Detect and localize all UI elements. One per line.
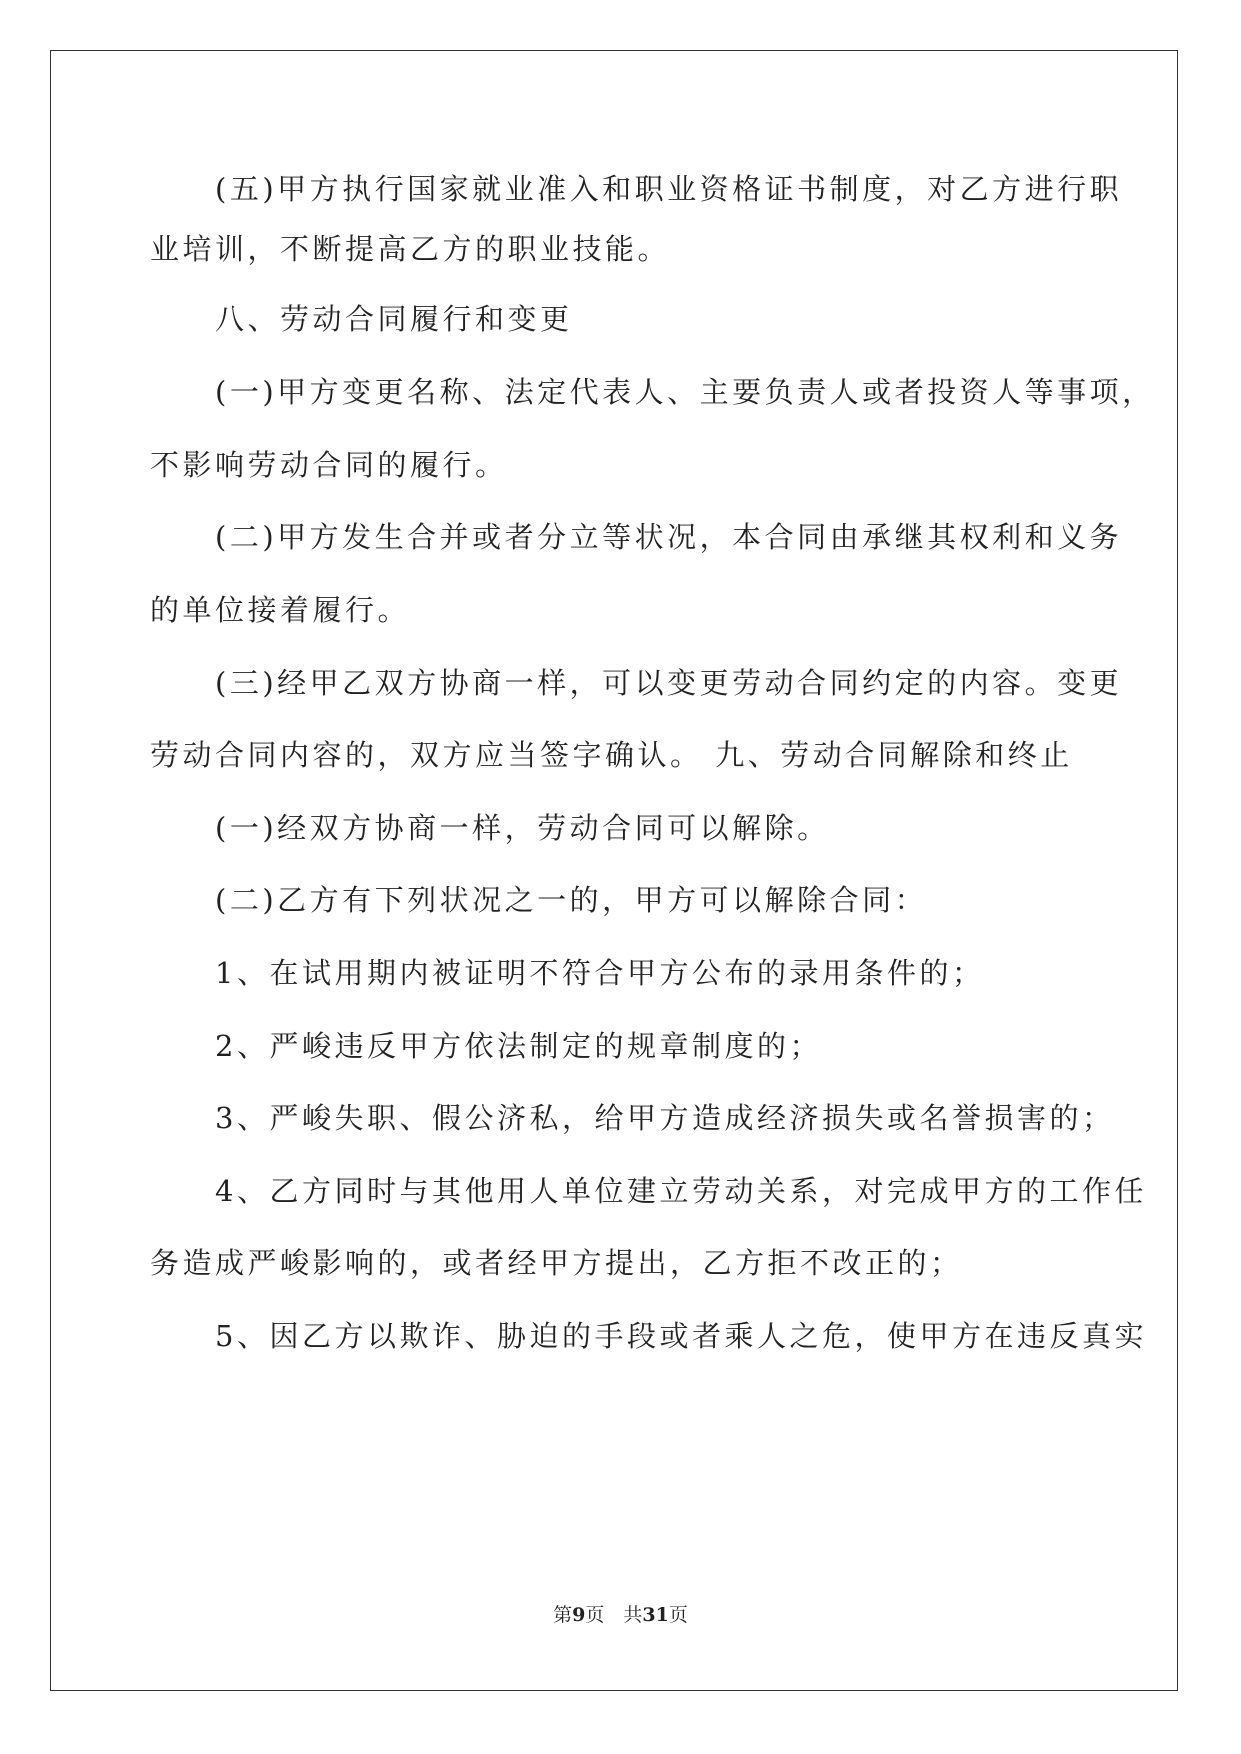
list-item: 2、严峻违反甲方依法制定的规章制度的； [150,1029,822,1063]
text-line: (二)甲方发生合并或者分立等状况，本合同由承继其权利和义务 [150,520,1123,554]
text-line: 的单位接着履行。 [150,593,411,627]
list-item: 1、在试用期内被证明不符合甲方公布的录用条件的； [150,956,985,990]
text-line: (三)经甲乙双方协商一样，可以变更劳动合同约定的内容。变更 [150,666,1123,700]
text-line: 不影响劳动合同的履行。 [150,448,508,482]
text-line: 劳动合同内容的，双方应当签字确认。 九、劳动合同解除和终止 [150,738,1073,772]
list-item: 4、乙方同时与其他用人单位建立劳动关系，对完成甲方的工作任 [150,1174,1147,1208]
total-page-number: 31 [642,1604,669,1626]
list-item: 5、因乙方以欺诈、胁迫的手段或者乘人之危，使甲方在违反真实 [150,1319,1147,1353]
page-footer [0,1602,1241,1628]
text-line: 业培训，不断提高乙方的职业技能。 [150,232,671,266]
list-item: 3、严峻失职、假公济私，给甲方造成经济损失或名誉损害的； [150,1101,1115,1135]
text-line: 务造成严峻影响的，或者经甲方提出，乙方拒不改正的； [150,1246,963,1280]
text-line: (一)经双方协商一样，劳动合同可以解除。 [150,811,830,845]
text-line: (五)甲方执行国家就业准入和职业资格证书制度，对乙方进行职 [150,172,1123,206]
footer-prefix: 第 [553,1604,573,1626]
footer-middle: 页 共 [585,1604,643,1626]
current-page-number: 9 [572,1604,586,1626]
page-border [50,50,1178,1691]
footer-suffix: 页 [668,1604,688,1626]
text-line: (二)乙方有下列状况之一的，甲方可以解除合同： [150,883,928,917]
section-heading: 八、劳动合同履行和变更 [150,302,573,336]
text-line: (一)甲方变更名称、法定代表人、主要负责人或者投资人等事项， [150,375,1155,409]
